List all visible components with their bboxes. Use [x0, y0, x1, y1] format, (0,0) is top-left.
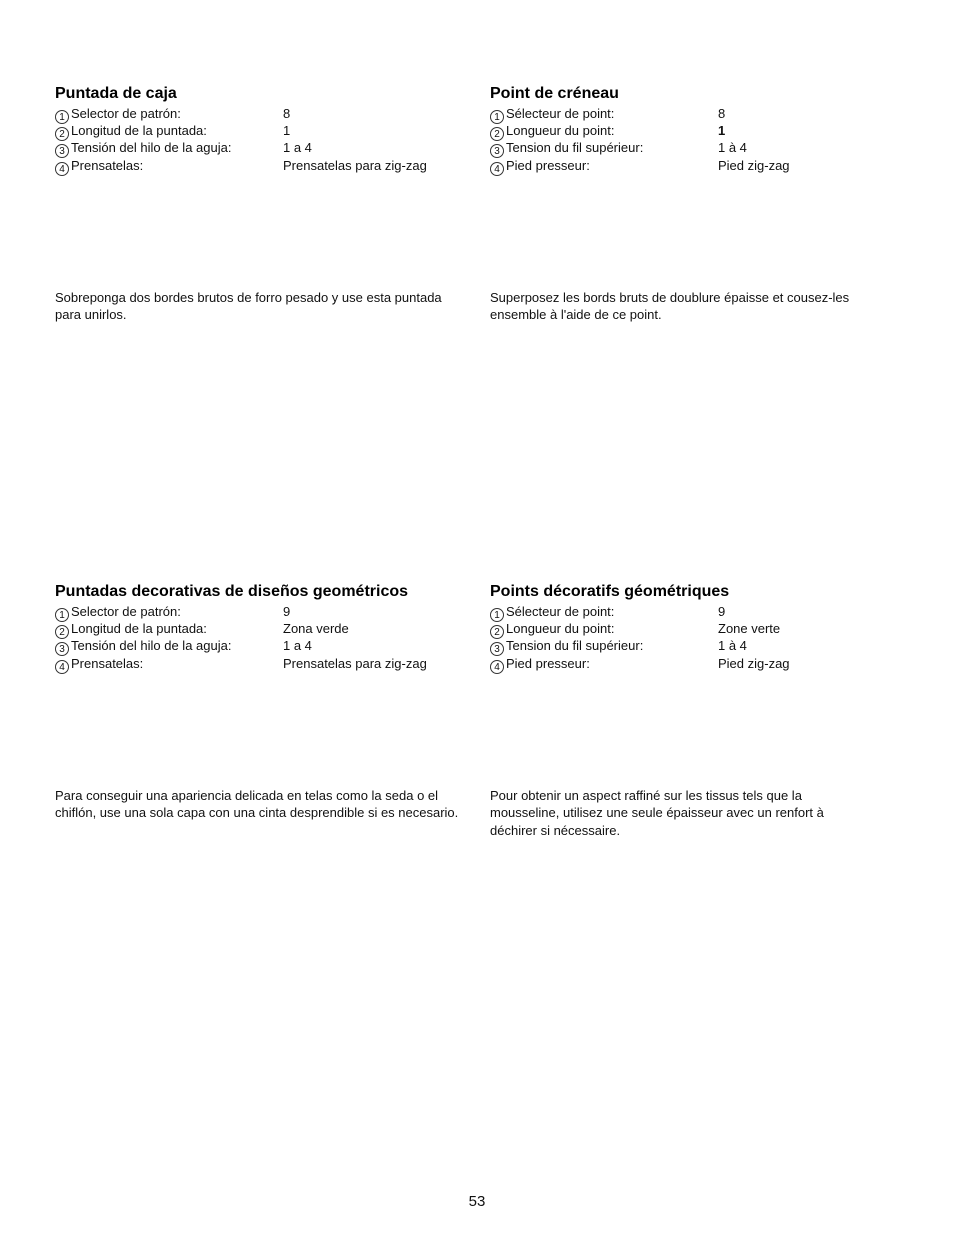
circled-number-icon: 2 [490, 625, 504, 639]
setting-value: 1 a 4 [283, 140, 312, 156]
setting-value: 1 a 4 [283, 638, 312, 654]
setting-row [490, 655, 910, 672]
setting-row [55, 603, 485, 620]
setting-value: 1 [718, 123, 726, 139]
circled-number-icon: 1 [55, 608, 69, 622]
section-title: Puntadas decorativas de diseños geométricos [55, 583, 409, 600]
setting-row [490, 620, 910, 637]
circled-number-icon: 1 [55, 110, 69, 124]
setting-value: 9 [718, 604, 726, 619]
section-title: Puntada de caja [55, 85, 177, 102]
circled-number-icon: 2 [55, 127, 69, 141]
setting-value: 8 [283, 106, 291, 121]
section-1-es-description: Sobreponga dos bordes brutos de forro pesado y use esta puntada para unirlos. [55, 290, 442, 323]
setting-label: Selector de patrón: [71, 604, 181, 619]
setting-row [490, 139, 910, 156]
setting-label: Longueur du point: [506, 621, 615, 637]
circled-number-icon: 3 [55, 642, 69, 656]
setting-label: Pied presseur: [506, 655, 590, 671]
setting-row [490, 122, 910, 139]
setting-label: Longitud de la puntada: [71, 621, 207, 637]
setting-label: Prensatelas: [71, 655, 144, 671]
setting-value: 1 à 4 [718, 140, 747, 156]
setting-row [55, 157, 475, 174]
setting-value: Zona verde [283, 621, 349, 637]
circled-number-icon: 3 [490, 144, 504, 158]
page-number: 53 [468, 1193, 486, 1210]
section-1-fr-settings [490, 85, 910, 174]
setting-label: Sélecteur de point: [506, 106, 615, 121]
circled-number-icon: 1 [490, 608, 504, 622]
setting-row [490, 637, 910, 654]
setting-row [55, 139, 475, 156]
circled-number-icon: 4 [490, 660, 504, 674]
setting-label: Pied presseur: [506, 157, 590, 173]
setting-label: Tension du fil supérieur: [506, 140, 644, 156]
circled-number-icon: 4 [55, 660, 69, 674]
setting-row [55, 122, 475, 139]
section-2-fr-settings [490, 583, 910, 672]
circled-number-icon: 3 [490, 642, 504, 656]
setting-value: Zone verte [718, 621, 781, 637]
setting-label: Tensión del hilo de la aguja: [71, 140, 232, 156]
setting-row [55, 655, 485, 672]
setting-label: Longitud de la puntada: [71, 123, 207, 139]
section-title: Point de créneau [490, 85, 619, 102]
setting-label: Longueur du point: [506, 123, 615, 139]
setting-value: Prensatelas para zig-zag [283, 655, 427, 671]
section-2-es-description: Para conseguir una apariencia delicada en telas como la seda o el chiflón, use una sola capa con una cinta desprendible si es necesario. [55, 788, 459, 821]
circled-number-icon: 4 [490, 162, 504, 176]
setting-value: 8 [718, 106, 726, 121]
section-title: Points décoratifs géométriques [490, 583, 730, 600]
setting-value: 1 [283, 123, 291, 139]
setting-row [55, 620, 485, 637]
setting-label: Prensatelas: [71, 157, 144, 173]
setting-label: Tensión del hilo de la aguja: [71, 638, 232, 654]
setting-value: Pied zig-zag [718, 157, 790, 173]
section-1-es-settings [55, 85, 475, 174]
setting-value: Prensatelas para zig-zag [283, 157, 427, 173]
circled-number-icon: 1 [490, 110, 504, 124]
setting-value: 9 [283, 604, 291, 619]
setting-label: Selector de patrón: [71, 106, 181, 121]
circled-number-icon: 3 [55, 144, 69, 158]
setting-value: Pied zig-zag [718, 655, 790, 671]
circled-number-icon: 4 [55, 162, 69, 176]
setting-row [55, 637, 485, 654]
setting-row [490, 603, 910, 620]
setting-label: Tension du fil supérieur: [506, 638, 644, 654]
circled-number-icon: 2 [55, 625, 69, 639]
setting-label: Sélecteur de point: [506, 604, 615, 619]
section-2-fr-description: Pour obtenir un aspect raffiné sur les tissus tels que la mousseline, utilisez une seule épaisseur avec un renfort à déchirer si nécessaire. [490, 788, 824, 838]
setting-value: 1 à 4 [718, 638, 747, 654]
setting-row [55, 105, 475, 122]
setting-row [490, 157, 910, 174]
setting-row [490, 105, 910, 122]
section-2-es-settings [55, 583, 485, 672]
section-1-fr-description: Superposez les bords bruts de doublure épaisse et cousez-les ensemble à l'aide de ce point. [490, 290, 850, 323]
circled-number-icon: 2 [490, 127, 504, 141]
